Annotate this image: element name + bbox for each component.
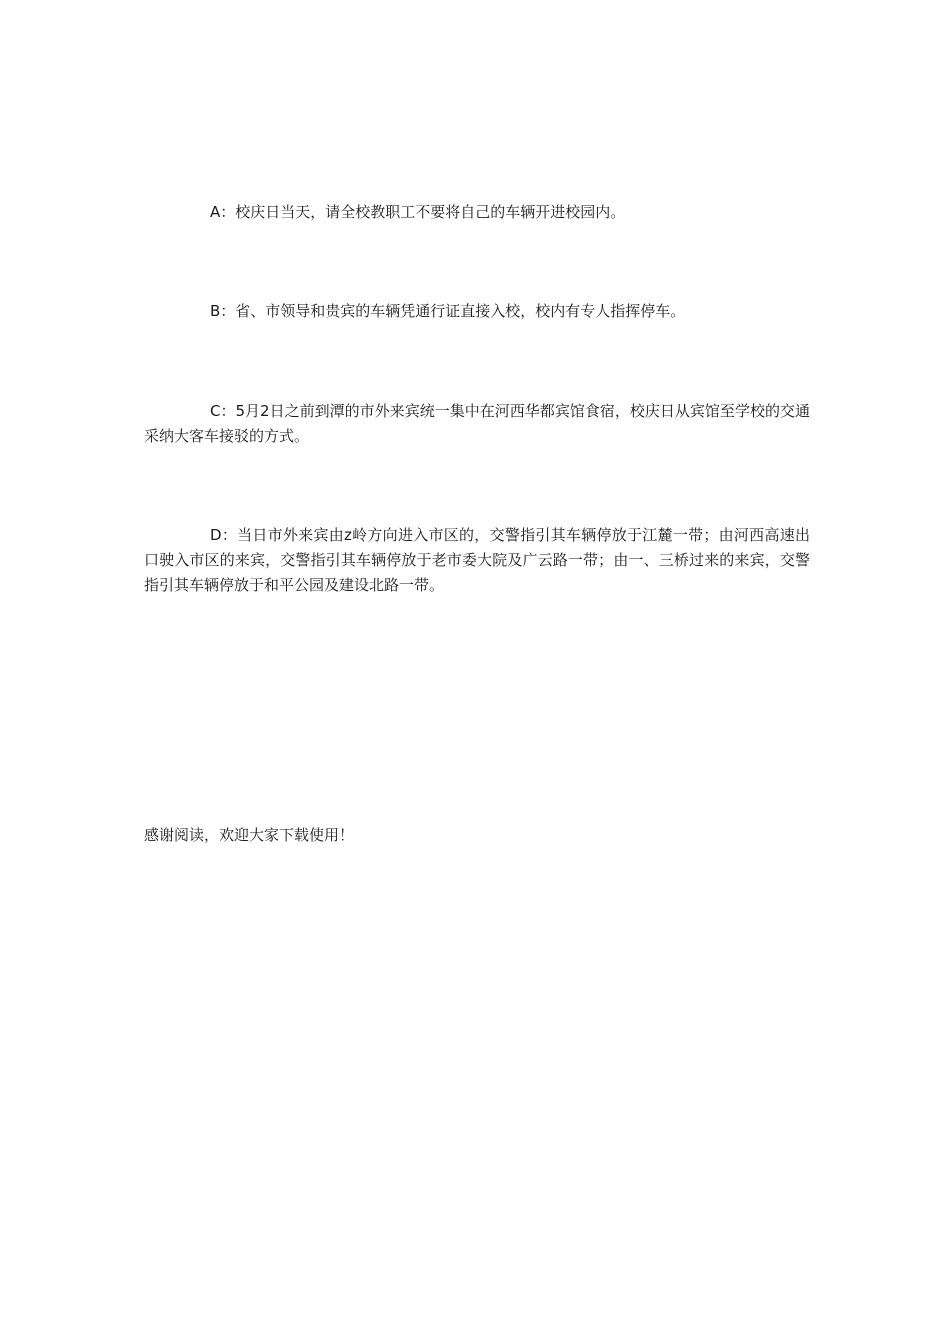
closing-text: 感谢阅读，欢迎大家下载使用！ <box>144 826 355 844</box>
paragraph-c: C：5月2日之前到潭的市外来宾统一集中在河西华都宾馆食宿，校庆日从宾馆至学校的交通采纳大客车接驳的方式。 <box>144 402 810 445</box>
paragraph-b: B：省、市领导和贵宾的车辆凭通行证直接入校，校内有专人指挥停车。 <box>210 302 686 320</box>
paragraph-a: A：校庆日当天，请全校教职工不要将自己的车辆开进校园内。 <box>210 203 626 221</box>
paragraph-d: D：当日市外来宾由z岭方向进入市区的，交警指引其车辆停放于江麓一带；由河西高速出口驶入市区的来宾，交警指引其车辆停放于老市委大院及广云路一带；由一、三桥过来的来宾，交警指引其车辆停放于和平公园及建设北路一带。 <box>144 526 810 594</box>
